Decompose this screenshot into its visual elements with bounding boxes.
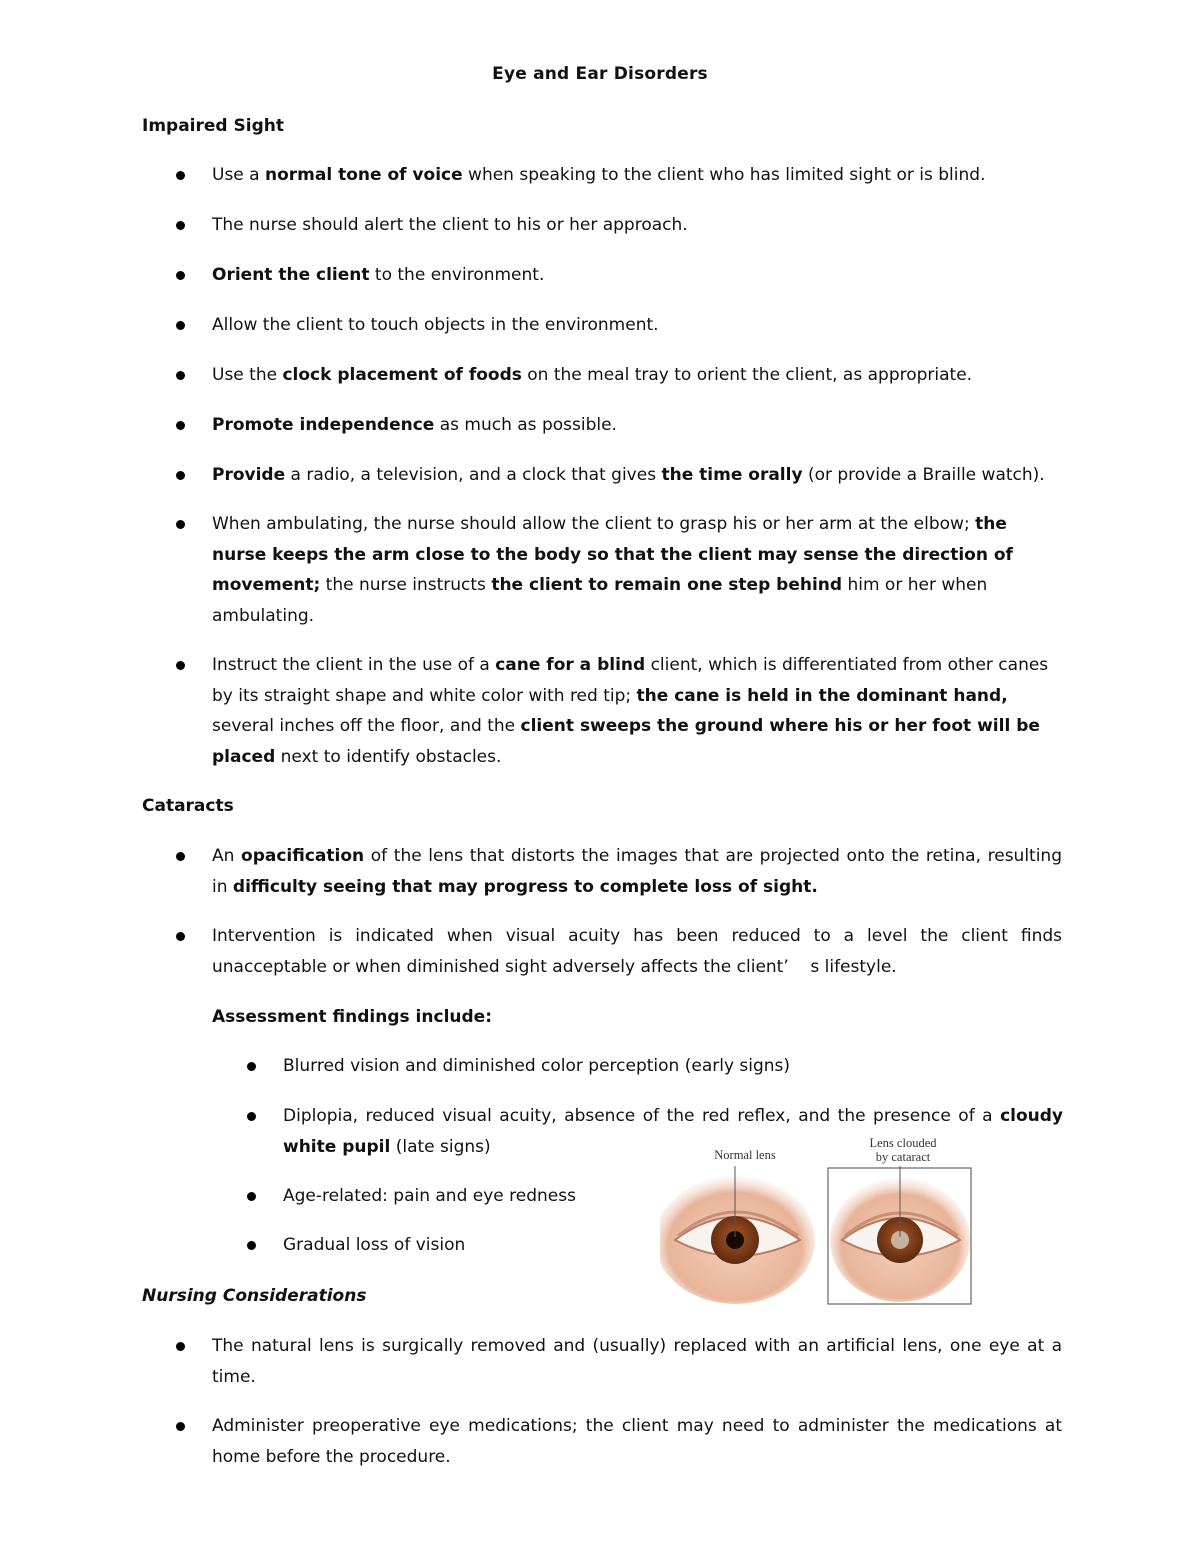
text-segment: client sweeps the ground where his or her foot will be placed bbox=[212, 716, 1040, 767]
bullet-dot bbox=[176, 221, 185, 230]
text-segment: the client to remain one step behind bbox=[491, 575, 843, 595]
clouded-eye-drawing bbox=[828, 1166, 971, 1304]
text-segment: difficulty seeing that may progress to complete loss of sight. bbox=[232, 876, 818, 897]
text-segment: Gradual loss of vision bbox=[283, 1235, 466, 1255]
text-segment: several inches off the floor, and the bbox=[212, 716, 521, 736]
sub-bullet-item bbox=[283, 1051, 1063, 1082]
text-segment: a radio, a television, and a clock that gives bbox=[285, 465, 662, 485]
bullet-dot bbox=[176, 932, 185, 941]
bullet-item bbox=[212, 260, 1062, 291]
text-segment: The natural lens is surgically removed and (usually) replaced with an artificial lens, one eye at a time. bbox=[212, 1336, 1062, 1387]
label-clouded-lens: Lens clouded by cataract bbox=[869, 1136, 937, 1164]
heading-nursing-considerations: Nursing Considerations bbox=[142, 1286, 367, 1306]
text-segment: next to identify obstacles. bbox=[275, 746, 502, 767]
text-segment: Blurred vision and diminished color perception (early signs) bbox=[283, 1056, 791, 1076]
bullet-dot bbox=[176, 371, 185, 380]
text-segment: An bbox=[212, 846, 242, 866]
text-segment: the time orally bbox=[661, 465, 803, 485]
text-segment: Age-related: pain and eye redness bbox=[283, 1186, 576, 1206]
text-segment: When ambulating, the nurse should allow the client to grasp his or her arm at the elbow; bbox=[212, 514, 976, 534]
bullet-dot bbox=[176, 520, 185, 529]
bullet-item bbox=[212, 460, 1062, 491]
text-segment: Orient the client bbox=[212, 265, 370, 285]
bullet-dot bbox=[176, 661, 185, 670]
document-title: Eye and Ear Disorders bbox=[492, 64, 708, 84]
text-segment: the cane is held in the dominant hand, bbox=[636, 685, 1008, 706]
bullet-dot bbox=[247, 1062, 256, 1071]
heading-cataracts: Cataracts bbox=[142, 796, 234, 816]
bullet-dot bbox=[176, 471, 185, 480]
label-normal-lens: Normal lens bbox=[714, 1148, 776, 1162]
text-segment: Intervention is indicated when visual acuity has been reduced to a level the client finds unacceptable or when diminished sight adversely affects the client’ s lifestyle. bbox=[212, 926, 1062, 977]
bullet-item bbox=[212, 1331, 1062, 1392]
text-segment: Instruct the client in the use of a bbox=[212, 655, 496, 675]
bullet-dot bbox=[176, 1422, 185, 1431]
bullet-dot bbox=[176, 271, 185, 280]
text-segment: Use a bbox=[212, 165, 265, 185]
text-segment: Allow the client to touch objects in the environment. bbox=[212, 315, 659, 335]
text-segment: normal tone of voice bbox=[264, 165, 463, 185]
bullet-item bbox=[212, 921, 1062, 982]
text-segment: Diplopia, reduced visual acuity, absence of the red reflex, and the presence of a bbox=[283, 1106, 1001, 1126]
text-segment: clock placement of foods bbox=[282, 365, 522, 385]
bullet-dot bbox=[247, 1192, 256, 1201]
bullet-item bbox=[212, 650, 1062, 772]
bullet-item bbox=[212, 310, 1062, 341]
heading-impaired-sight: Impaired Sight bbox=[142, 116, 284, 136]
text-segment: (or provide a Braille watch). bbox=[802, 465, 1045, 485]
text-segment: (late signs) bbox=[390, 1136, 491, 1157]
text-segment: the nurse keeps the arm close to the body so that the client may sense the direction of movement; bbox=[212, 514, 1013, 595]
text-segment: Use the bbox=[212, 365, 283, 385]
text-segment: cloudy white pupil bbox=[283, 1106, 1063, 1157]
bullet-dot bbox=[176, 421, 185, 430]
text-segment: cane for a blind bbox=[495, 655, 646, 675]
sub-bullet-item bbox=[283, 1181, 663, 1212]
bullet-item bbox=[212, 410, 1062, 441]
text-segment: on the meal tray to orient the client, as appropriate. bbox=[521, 365, 973, 385]
text-segment: to the environment. bbox=[369, 265, 545, 285]
text-segment: Promote independence bbox=[212, 415, 435, 435]
text-segment: Administer preoperative eye medications; the client may need to administer the medications at home before the procedure. bbox=[212, 1416, 1062, 1467]
bullet-dot bbox=[247, 1112, 256, 1121]
normal-eye-drawing bbox=[660, 1166, 815, 1304]
text-segment: The nurse should alert the client to his or her approach. bbox=[212, 215, 688, 235]
bullet-dot bbox=[247, 1241, 256, 1250]
text-segment: the nurse instructs bbox=[320, 575, 492, 595]
text-segment: of the lens that distorts the images that are projected onto the retina, resulting in bbox=[212, 846, 1062, 897]
sub-bullet-item bbox=[283, 1230, 663, 1261]
text-segment: as much as possible. bbox=[434, 415, 617, 435]
bullet-item bbox=[212, 360, 1062, 391]
bullet-item bbox=[212, 841, 1062, 902]
bullet-item bbox=[212, 210, 1062, 241]
bullet-dot bbox=[176, 321, 185, 330]
heading-assessment-findings: Assessment findings include: bbox=[212, 1007, 492, 1027]
text-segment: Provide bbox=[212, 465, 286, 485]
text-segment: client, which is differentiated from other canes by its straight shape and white color with red tip; bbox=[212, 655, 1049, 706]
text-segment: when speaking to the client who has limited sight or is blind. bbox=[462, 165, 986, 185]
bullet-item bbox=[212, 160, 1062, 191]
cataract-illustration bbox=[660, 1132, 980, 1307]
bullet-dot bbox=[176, 1342, 185, 1351]
text-segment: him or her when ambulating. bbox=[212, 575, 988, 626]
bullet-item bbox=[212, 509, 1062, 631]
bullet-item bbox=[212, 1411, 1062, 1472]
bullet-dot bbox=[176, 852, 185, 861]
text-segment: opacification bbox=[241, 846, 365, 866]
bullet-dot bbox=[176, 171, 185, 180]
